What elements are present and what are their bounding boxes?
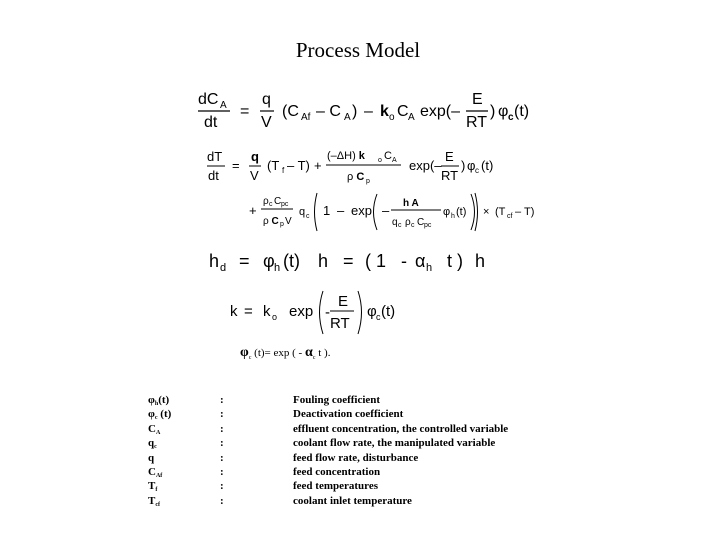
svg-text:c: c <box>376 312 381 322</box>
legend-description: feed flow rate, disturbance <box>293 451 419 464</box>
svg-text:dT: dT <box>207 149 223 164</box>
svg-text:c: c <box>398 222 402 229</box>
svg-text:dt: dt <box>204 114 218 131</box>
equation-temperature-balance <box>205 146 545 234</box>
svg-text:φ: φ <box>367 303 377 320</box>
legend-symbol: $C_{Af}$ <box>148 465 163 479</box>
svg-text:h: h <box>426 262 433 274</box>
svg-text:d: d <box>220 262 227 274</box>
equation-deactivation <box>240 345 330 361</box>
svg-text:c: c <box>475 166 479 175</box>
legend-description: Fouling coefficient <box>293 394 381 406</box>
deactivation-rhs: (t)= exp ( - <box>251 347 305 359</box>
svg-text:φ: φ <box>443 206 451 218</box>
svg-text:φ: φ <box>263 251 275 271</box>
deactivation-tail: t ). <box>315 347 331 359</box>
svg-text:V: V <box>250 168 259 183</box>
svg-text:(T: (T <box>267 158 280 173</box>
svg-text:(t): (t) <box>456 206 467 218</box>
svg-text:k: k <box>380 103 389 120</box>
legend-description: effluent concentration, the controlled variable <box>293 422 509 435</box>
svg-text:( 1: ( 1 <box>365 251 387 271</box>
svg-text:=: = <box>239 251 250 271</box>
svg-text:): ) <box>490 103 496 120</box>
svg-text:RT: RT <box>466 114 488 131</box>
svg-text:=: = <box>232 158 240 173</box>
svg-text:– T): – T) <box>287 158 310 173</box>
alpha-subscript: c <box>312 355 316 362</box>
svg-text:A: A <box>220 100 227 111</box>
svg-text:q: q <box>262 91 271 108</box>
svg-text:h: h <box>209 251 220 271</box>
svg-text:ρ C: ρ C <box>347 171 365 183</box>
svg-text:-: - <box>325 304 330 321</box>
legend-symbol: $T_{cf}$ <box>148 494 161 508</box>
svg-text:(t): (t) <box>514 103 530 120</box>
svg-text:p: p <box>280 221 284 228</box>
svg-text:– T): – T) <box>515 206 535 218</box>
equation-fouling <box>207 246 497 276</box>
legend-description: feed concentration <box>293 465 381 478</box>
svg-text:pc: pc <box>281 201 289 208</box>
svg-text:RT: RT <box>330 315 350 332</box>
svg-text:φ: φ <box>498 103 509 120</box>
svg-text:q: q <box>299 206 306 218</box>
svg-text:C: C <box>417 217 425 228</box>
svg-text:(t): (t) <box>283 251 300 271</box>
svg-text:o: o <box>272 312 278 322</box>
svg-text:k: k <box>230 303 238 320</box>
legend-symbol: q <box>148 451 155 464</box>
svg-text:exp(–: exp(– <box>409 158 442 173</box>
svg-text:exp: exp <box>289 303 314 320</box>
svg-text:(t): (t) <box>381 303 396 320</box>
svg-text:exp(–: exp(– <box>420 103 461 120</box>
svg-text:q: q <box>392 217 398 228</box>
svg-text:h: h <box>318 251 329 271</box>
svg-text:A: A <box>344 112 351 123</box>
legend-description: Deactivation coefficient <box>293 408 404 421</box>
alpha-symbol: α <box>304 345 313 360</box>
svg-text:): ) <box>352 103 358 120</box>
svg-text:(–ΔH) k: (–ΔH) k <box>327 150 365 162</box>
svg-text:h: h <box>274 262 281 274</box>
svg-text:dC: dC <box>198 91 219 108</box>
svg-text:E: E <box>338 293 349 310</box>
svg-text:dt: dt <box>208 168 219 183</box>
svg-text:V: V <box>261 114 272 131</box>
legend-description: coolant inlet temperature <box>293 494 412 507</box>
svg-text:– C: – C <box>316 103 341 120</box>
page-title: Process Model <box>295 38 421 62</box>
svg-text:RT: RT <box>441 168 459 183</box>
legend-description: coolant flow rate, the manipulated variable <box>293 437 496 450</box>
svg-text:=: = <box>244 303 253 320</box>
svg-text:=: = <box>240 103 250 120</box>
svg-text:h A: h A <box>403 198 419 209</box>
svg-text:pc: pc <box>424 222 432 229</box>
svg-text:–: – <box>364 103 373 120</box>
svg-text:(C: (C <box>282 103 299 120</box>
svg-text:C: C <box>274 196 282 207</box>
svg-text:×: × <box>483 206 490 218</box>
svg-text:+: + <box>249 203 257 218</box>
svg-text:o: o <box>378 157 382 164</box>
svg-text:A: A <box>408 112 415 123</box>
svg-text:cf: cf <box>507 213 513 220</box>
svg-text:φ: φ <box>467 158 476 173</box>
svg-text:C: C <box>384 150 392 162</box>
svg-text:p: p <box>366 178 370 185</box>
svg-text:(T: (T <box>495 206 506 218</box>
svg-text:ρ: ρ <box>263 196 269 207</box>
svg-text:V: V <box>285 216 292 227</box>
svg-text:t ): t ) <box>447 251 463 271</box>
svg-text:+: + <box>314 158 322 173</box>
svg-text:E: E <box>472 91 483 108</box>
svg-text:Af: Af <box>301 112 311 123</box>
svg-text:c: c <box>269 201 273 208</box>
svg-text:-: - <box>401 251 407 271</box>
equation-concentration-balance <box>196 88 541 132</box>
svg-text:o: o <box>389 112 395 123</box>
svg-text:=: = <box>343 251 354 271</box>
legend-symbol: $\varphi_c$ (t) <box>148 408 172 422</box>
svg-text:c: c <box>411 222 415 229</box>
svg-text:E: E <box>445 149 454 164</box>
legend-symbol: $\varphi_h(t)$ <box>148 394 170 407</box>
svg-text:α: α <box>415 251 426 271</box>
svg-text:A: A <box>392 157 397 164</box>
svg-text:h: h <box>451 213 455 220</box>
legend-symbol: $C_A$ <box>148 422 161 436</box>
svg-text:–: – <box>337 203 345 218</box>
svg-text:–: – <box>382 203 390 218</box>
svg-text:): ) <box>461 158 466 173</box>
svg-text:ρ C: ρ C <box>263 216 279 227</box>
svg-text:c: c <box>306 213 310 220</box>
svg-text:c: c <box>508 112 514 123</box>
svg-text:h: h <box>475 251 486 271</box>
svg-text:f: f <box>282 166 285 175</box>
legend-symbol: $T_f$ <box>148 480 158 494</box>
phi-symbol: φ <box>240 345 249 360</box>
svg-text:k: k <box>263 303 271 320</box>
phi-subscript: c <box>248 355 252 362</box>
svg-text:1: 1 <box>323 203 331 218</box>
svg-text:C: C <box>397 103 409 120</box>
legend-symbol: $q_c$ <box>148 437 157 451</box>
svg-text:q: q <box>251 149 259 164</box>
equation-rate-constant <box>230 288 415 338</box>
svg-text:ρ: ρ <box>405 217 411 228</box>
legend-description: feed temperatures <box>293 480 379 493</box>
svg-text:(t): (t) <box>481 158 494 173</box>
svg-text:exp: exp <box>351 203 372 218</box>
